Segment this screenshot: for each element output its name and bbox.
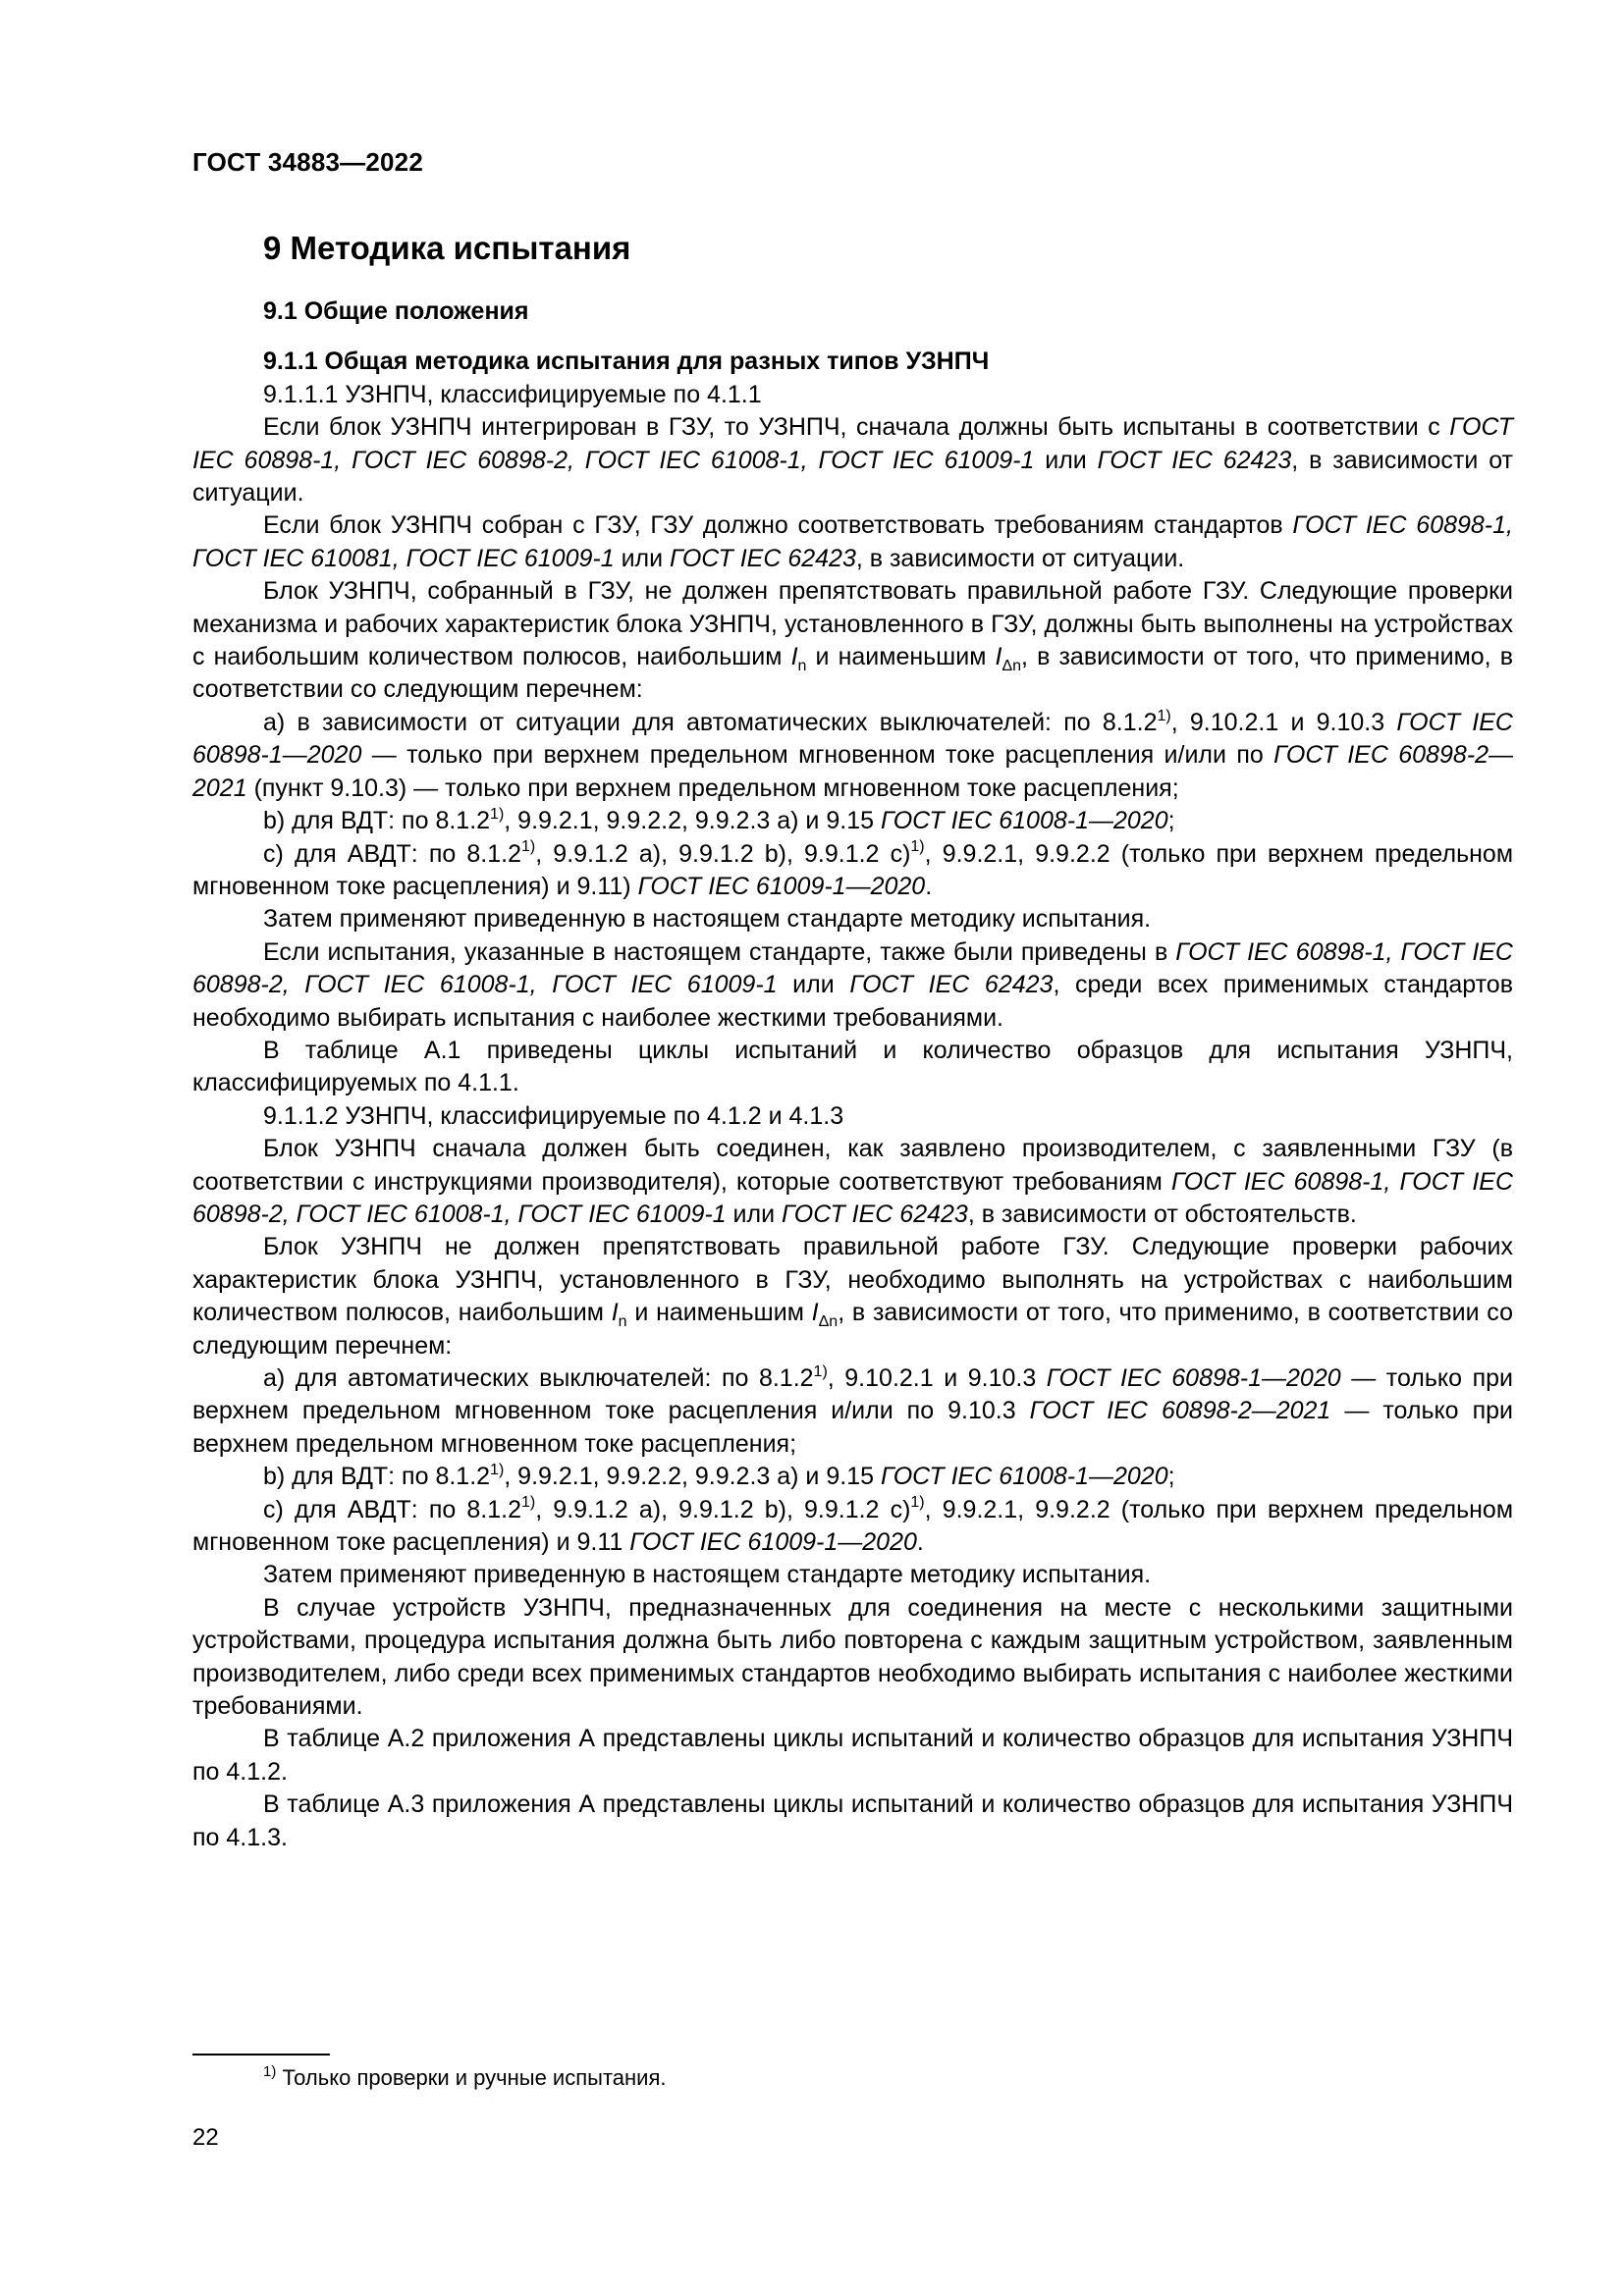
- paragraph: Затем применяют приведенную в настоящем стандарте методику испытания.: [263, 905, 1152, 934]
- list-item: c) для АВДТ: по 8.1.2$^{1)}$, 9.9.1.2 a), 9.9.1.2 b), 9.9.1.2 c)$^{1)}$, 9.9.2.1, 9.9.2.2 (только при верхнем предельном мгновенном токе расцепления) и 9.11 ГОСТ IEC 61009-1—2020.: [192, 1494, 1514, 1557]
- footnote-ref: 1): [910, 838, 925, 856]
- paragraph: В таблице А.3 приложения А представлены циклы испытаний и количество образцов для испытания УЗНПЧ по 4.1.3.: [192, 1790, 1513, 1851]
- paragraph: В таблице А.1 приведены циклы испытаний и количество образцов для испытания УЗНПЧ, классифицируемых по 4.1.1.: [192, 1036, 1513, 1097]
- paragraph: Если блок УЗНПЧ собран с ГЗУ, ГЗУ должно соответствовать требованиям стандартов ГОСТ IEC 60898-1, ГОСТ IEC 610081, ГОСТ IEC 61009-1 или ГОСТ IEC 62423, в зависимости от ситуации.: [192, 511, 1513, 572]
- footnote-ref: 1): [910, 1494, 925, 1512]
- footnote-mark: 1): [263, 2062, 277, 2080]
- paragraph: В случае устройств УЗНПЧ, предназначенных для соединения на месте с несколькими защитными устройствами, процедура испытания должна быть либо повторена с каждым защитным устройством, заявленным производителем, либо среди всех применимых стандартов необходимо выбирать испытания с наиболее жесткими требованиями.: [192, 1593, 1513, 1721]
- footnote: [263, 2063, 666, 2093]
- document-header: ГОСТ 34883—2022: [192, 147, 423, 177]
- paragraph: Блок УЗНПЧ, собранный в ГЗУ, не должен препятствовать правильной работе ГЗУ. Следующие проверки механизма и рабочих характеристик блока УЗНПЧ, установленного в ГЗУ, должны быть выполнены на устройствах с наибольшим количеством полюсов, наибольшим $I_n$ и наименьшим $I_{\Delta n}$, в зависимости от того, что применимо, в соответствии со следующим перечнем:: [192, 577, 1513, 704]
- footnote-ref: 1): [1157, 707, 1171, 724]
- footnote-divider: [192, 2054, 330, 2056]
- paragraph: В таблице А.2 приложения А представлены циклы испытаний и количество образцов для испытания УЗНПЧ по 4.1.2.: [192, 1725, 1513, 1786]
- paragraph: Блок УЗНПЧ сначала должен быть соединен, как заявлено производителем, с заявленными ГЗУ (в соответствии с инструкциями производителя), которые соответствуют требованиям ГОСТ IEC 60898-1, ГОСТ IEC 60898-2, ГОСТ IEC 61008-1, ГОСТ IEC 61009-1 или ГОСТ IEC 62423, в зависимости от обстоятельств.: [192, 1135, 1513, 1228]
- paragraph: Если испытания, указанные в настоящем стандарте, также были приведены в ГОСТ IEC 60898-1, ГОСТ IEC 60898-2, ГОСТ IEC 61008-1, ГОСТ IEC 61009-1 или ГОСТ IEC 62423, среди всех применимых стандартов необходимо выбирать испытания с наиболее жесткими требованиями.: [192, 937, 1513, 1032]
- list-item: a) в зависимости от ситуации для автоматических выключателей: по 8.1.2$^{1)}$, 9.10.2.1 и 9.10.3 ГОСТ IEC 60898-1—2020 — только при верхнем предельном мгновенном токе расцепления и/или по ГОСТ IEC 60898-2—2021 (пункт 9.10.3) — только при верхнем предельном мгновенном токе расцепления;: [192, 707, 1513, 802]
- list-item: c) для АВДТ: по 8.1.2$^{1)}$, 9.9.1.2 a), 9.9.1.2 b), 9.9.1.2 c)$^{1)}$, 9.9.2.1, 9.9.2.2 (только при верхнем предельном мгновенном токе расцепления) и 9.11) ГОСТ IEC 61009-1—2020.: [192, 838, 1514, 900]
- footnote-ref: 1): [521, 1494, 536, 1512]
- section-title: 9 Методика испытания: [263, 230, 631, 266]
- subsubsection-title: 9.1.1 Общая методика испытания для разных типов УЗНПЧ: [263, 347, 990, 376]
- paragraph: Блок УЗНПЧ не должен препятствовать правильной работе ГЗУ. Следующие проверки рабочих характеристик блока УЗНПЧ, установленного в ГЗУ, необходимо выполнять на устройствах с наибольшим количеством полюсов, наибольшим $I_n$ и наименьшим $I_{\Delta n}$, в зависимости от того, что применимо, в соответствии со следующим перечнем:: [192, 1233, 1513, 1360]
- footnote-ref: 1): [813, 1362, 828, 1380]
- list-item: b) для ВДТ: по 8.1.2$^{1)}$, 9.9.2.1, 9.9.2.2, 9.9.2.3 a) и 9.15 ГОСТ IEC 61008-1—2020;: [263, 1461, 1175, 1491]
- paragraph: Затем применяют приведенную в настоящем стандарте методику испытания.: [263, 1561, 1152, 1589]
- footnote-ref: 1): [521, 838, 536, 856]
- clause-9-1-1-1: 9.1.1.1 УЗНПЧ, классифицируемые по 4.1.1: [263, 380, 762, 408]
- list-item: a) для автоматических выключателей: по 8.1.2$^{1)}$, 9.10.2.1 и 9.10.3 ГОСТ IEC 60898-1—2020 — только при верхнем предельном мгновенном токе расцепления и/или по 9.10.3 ГОСТ IEC 60898-2—2021 — только при верхнем предельном мгновенном токе расцепления;: [192, 1362, 1513, 1458]
- clause-9-1-1-2: 9.1.1.2 УЗНПЧ, классифицируемые по 4.1.2 и 4.1.3: [263, 1101, 844, 1130]
- subsection-title: 9.1 Общие положения: [263, 297, 529, 325]
- footnote-text: Только проверки и ручные испытания.: [276, 2065, 667, 2090]
- document-body: [192, 216, 1513, 1854]
- footnote-ref: 1): [490, 1461, 505, 1478]
- list-item: b) для ВДТ: по 8.1.2$^{1)}$, 9.9.2.1, 9.9.2.2, 9.9.2.3 a) и 9.15 ГОСТ IEC 61008-1—2020;: [263, 805, 1175, 835]
- paragraph: Если блок УЗНПЧ интегрирован в ГЗУ, то УЗНПЧ, сначала должны быть испытаны в соответствии с ГОСТ IEC 60898-1, ГОСТ IEC 60898-2, ГОСТ IEC 61008-1, ГОСТ IEC 61009-1 или ГОСТ IEC 62423, в зависимости от ситуации.: [192, 413, 1514, 507]
- footnote-ref: 1): [490, 805, 505, 823]
- page-number: 22: [192, 2124, 219, 2151]
